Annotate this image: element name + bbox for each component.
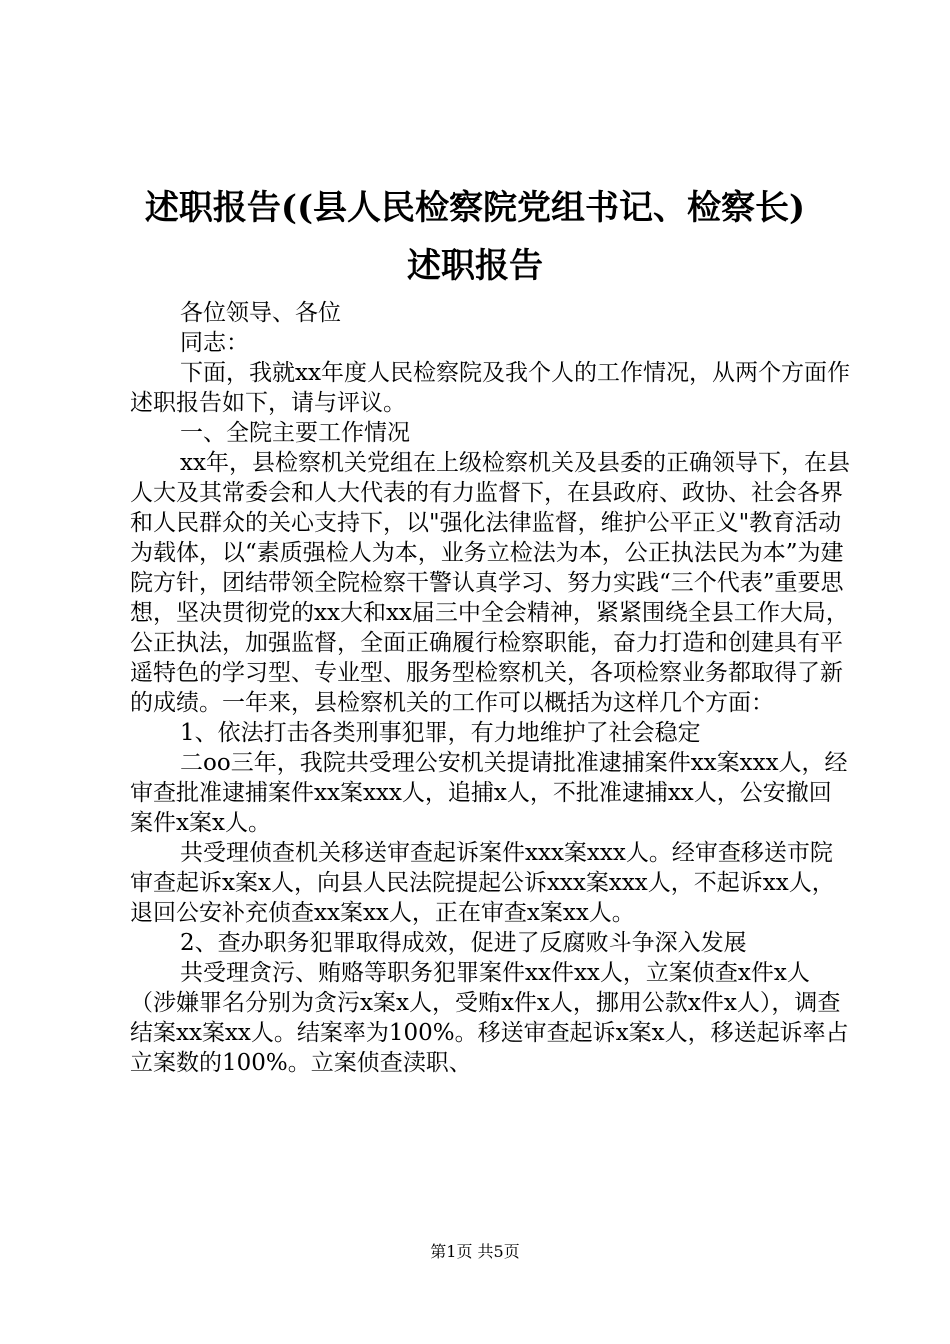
intro-paragraph: 下面，我就xx年度人民检察院及我个人的工作情况，从两个方面作述职报告如下，请与评议。	[130, 360, 850, 416]
subheading-2: 2、查办职务犯罪取得成效，促进了反腐败斗争深入发展	[180, 930, 747, 956]
section-heading-1: 一、全院主要工作情况	[180, 420, 410, 446]
prosecution-paragraph: 共受理侦查机关移送审查起诉案件xxx案xxx人。经审查移送市院审查起诉x案x人，向县人民法院提起公诉xxx案xxx人，不起诉xx人，退回公安补充侦查xx案xx人，正在审查x案xx人。	[130, 840, 835, 926]
document-title-line-2: 述职报告	[407, 246, 543, 286]
document-body	[130, 298, 850, 1078]
overview-paragraph: xx年，县检察机关党组在上级检察机关及县委的正确领导下，在县人大及其常委会和人大代表的有力监督下，在县政府、政协、社会各界和人民群众的关心支持下，以"强化法律监督，维护公平正义"教育活动为载体，以“素质强检人为本，业务立检法为本，公正执法民为本”为建院方针，团结带领全院检察干警认真学习、努力实践“三个代表”重要思想，坚决贯彻党的xx大和xx届三中全会精神，紧紧围绕全县工作大局，公正执法，加强监督，全面正确履行检察职能，奋力打造和创建具有平遥特色的学习型、专业型、服务型检察机关，各项检察业务都取得了新的成绩。一年来，县检察机关的工作可以概括为这样几个方面：	[130, 450, 850, 716]
salutation-line-1: 各位领导、各位	[180, 300, 341, 326]
subheading-1: 1、依法打击各类刑事犯罪，有力地维护了社会稳定	[180, 720, 701, 746]
salutation-line-2: 同志：	[180, 330, 249, 356]
document-title-line-1: 述职报告((县人民检察院党组书记、检察长)	[144, 188, 806, 228]
arrest-paragraph: 二oo三年，我院共受理公安机关提请批准逮捕案件xx案xxx人，经审查批准逮捕案件xx案xxx人，追捕x人，不批准逮捕xx人，公安撤回案件x案x人。	[130, 750, 848, 836]
corruption-paragraph: 共受理贪污、贿赂等职务犯罪案件xx件xx人，立案侦查x件x人（涉嫌罪名分别为贪污x案x人，受贿x件x人，挪用公款x件x人），调查结案xx案xx人。结案率为100%。移送审查起诉x案x人，移送起诉率占立案数的100%。立案侦查渎职、	[130, 960, 849, 1076]
page-footer: 第1页 共5页	[430, 1242, 520, 1261]
